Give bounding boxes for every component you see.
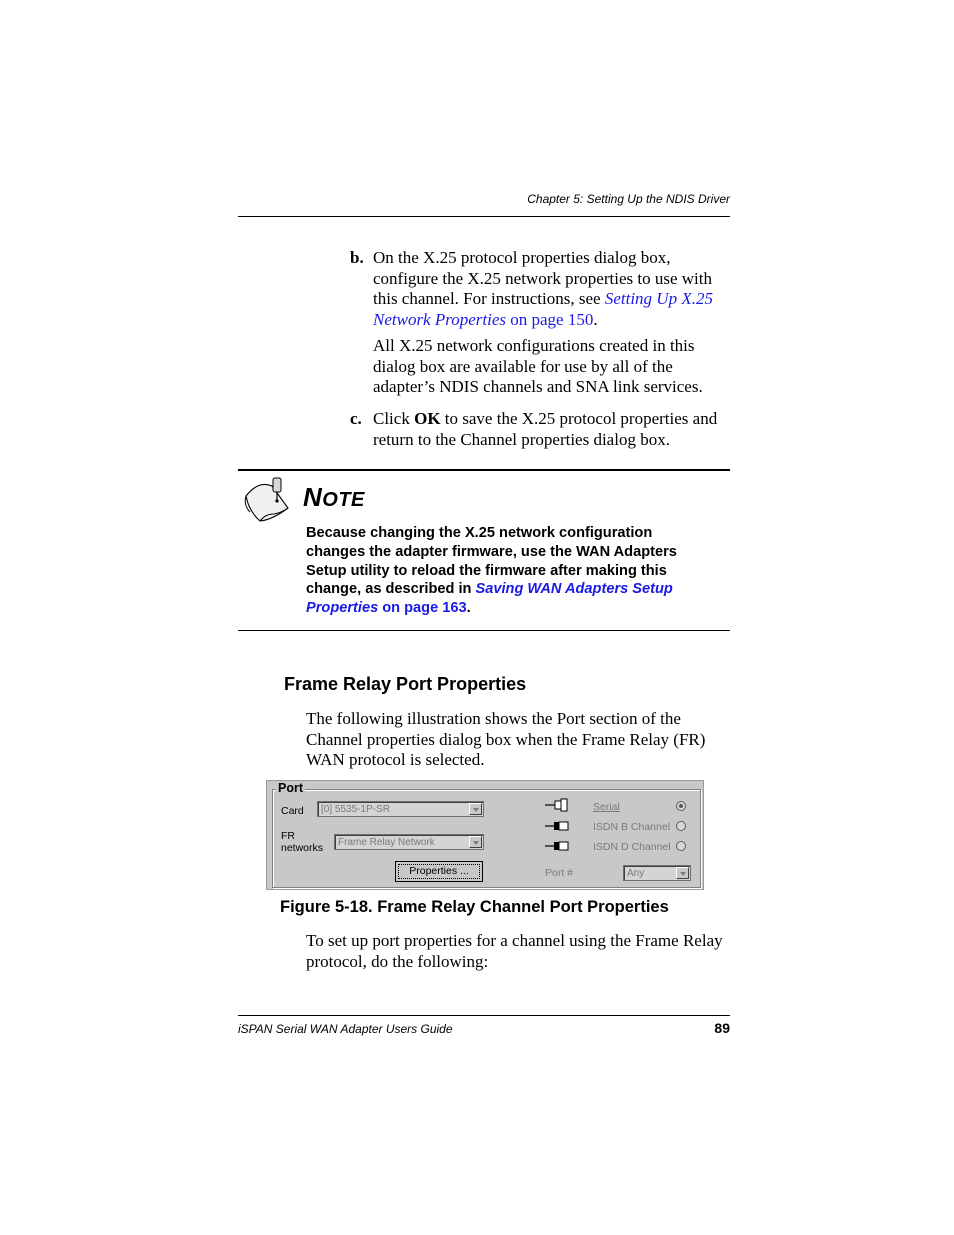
step-c	[350, 409, 730, 453]
section-title: Frame Relay Port Properties	[284, 674, 527, 694]
intro-line1: The following illustration shows the Port section of the	[306, 709, 681, 728]
page-number: 89	[714, 1020, 730, 1036]
fr-networks-select[interactable]	[334, 834, 484, 850]
note-bottom-rule	[238, 630, 730, 631]
step-c-body	[373, 409, 731, 450]
port-number-select-value: Any	[627, 868, 645, 879]
note-line4-text: change, as described in	[306, 581, 476, 598]
step-b-line2: configure the X.25 network properties to use with	[373, 268, 712, 288]
card-select[interactable]	[317, 801, 484, 817]
link-network-properties[interactable]: Network Properties	[373, 309, 506, 329]
closing-line2: protocol, do the following:	[306, 951, 489, 971]
step-c-post: to save the X.25 protocol properties and	[440, 409, 718, 428]
link-page-163[interactable]: on page 163	[378, 600, 467, 617]
link-setting-up-x25[interactable]: Setting Up X.25	[604, 289, 713, 308]
closing-line1: To set up port properties for a channel using the Frame Relay	[306, 931, 723, 950]
footer-title: iSPAN Serial WAN Adapter Users Guide	[238, 1022, 453, 1036]
step-b-line1: On the X.25 protocol properties dialog box,	[373, 248, 671, 267]
chevron-down-icon[interactable]	[469, 836, 482, 848]
properties-button-label: Properties ...	[398, 864, 480, 879]
step-b-para2-line3: adapter’s NDIS channels and SNA link services.	[373, 377, 703, 396]
intro-line2: Channel properties dialog box when the Frame Relay (FR)	[306, 729, 706, 749]
header-rule	[238, 216, 730, 217]
note-title-rest: OTE	[322, 489, 365, 511]
step-b	[350, 248, 730, 398]
section-intro	[306, 709, 730, 771]
figure-caption: Figure 5-18. Frame Relay Channel Port Properties	[280, 898, 669, 916]
note-title-initial: N	[303, 482, 323, 512]
serial-radio[interactable]	[676, 801, 686, 811]
note-line1: Because changing the X.25 network configuration	[306, 525, 653, 541]
step-c-pre: Click	[373, 409, 415, 428]
step-b-para2-line2: dialog box are available for use by all of the	[373, 356, 673, 376]
note-title	[303, 482, 365, 513]
link-saving-wan-adapters-setup[interactable]: Saving WAN Adapters Setup	[475, 581, 673, 598]
step-b-line4	[373, 310, 731, 331]
isdn-b-radio[interactable]	[676, 821, 686, 831]
port-number-label: Port #	[545, 867, 574, 879]
isdn-d-connector-icon	[545, 840, 571, 852]
note-top-rule	[238, 469, 730, 471]
isdn-d-radio[interactable]	[676, 841, 686, 851]
note-line3: Setup utility to reload the firmware after making this	[306, 562, 667, 579]
fr-label-2: networks	[281, 842, 324, 854]
card-label: Card	[281, 805, 304, 817]
note-paper-icon	[240, 474, 294, 524]
chevron-down-icon[interactable]	[676, 867, 689, 879]
serial-connector-icon	[545, 798, 571, 812]
step-b-line3	[373, 289, 731, 310]
fr-networks-select-value: Frame Relay Network	[338, 837, 435, 848]
isdn-d-label: ISDN D Channel	[593, 841, 671, 853]
isdn-b-label: ISDN B Channel	[593, 821, 671, 833]
step-c-marker: c.	[350, 409, 362, 428]
serial-label: Serial	[593, 801, 620, 813]
running-header: Chapter 5: Setting Up the NDIS Driver	[527, 192, 730, 206]
step-c-ok: OK	[414, 409, 441, 428]
port-number-select[interactable]	[623, 865, 691, 881]
note-line2: changes the adapter firmware, use the WAN Adapters	[306, 543, 677, 560]
step-b-body	[373, 248, 731, 398]
fr-label-1: FR	[281, 830, 295, 842]
note-period: .	[466, 600, 471, 617]
note-body	[306, 524, 716, 618]
properties-button[interactable]	[395, 861, 483, 882]
note-line5	[306, 599, 716, 618]
note-line4	[306, 580, 716, 599]
step-b-period: .	[593, 309, 598, 329]
step-b-line3-text: this channel. For instructions, see	[373, 289, 605, 308]
link-properties[interactable]: Properties	[306, 600, 379, 617]
step-b-marker: b.	[350, 248, 364, 267]
step-b-para2-line1: All X.25 network configurations created in this	[373, 336, 695, 355]
link-page-150[interactable]: on page 150	[506, 309, 594, 329]
step-c-line2: return to the Channel properties dialog box.	[373, 429, 670, 449]
port-group-title: Port	[278, 781, 303, 795]
intro-line3: WAN protocol is selected.	[306, 750, 485, 769]
step-c-line1	[373, 409, 731, 430]
footer-rule	[238, 1015, 730, 1016]
closing-paragraph	[306, 931, 730, 972]
port-dialog-figure	[266, 780, 704, 890]
isdn-b-connector-icon	[545, 820, 571, 832]
chevron-down-icon[interactable]	[469, 803, 482, 815]
card-select-value: [0] 5535-1P-SR	[321, 804, 390, 815]
